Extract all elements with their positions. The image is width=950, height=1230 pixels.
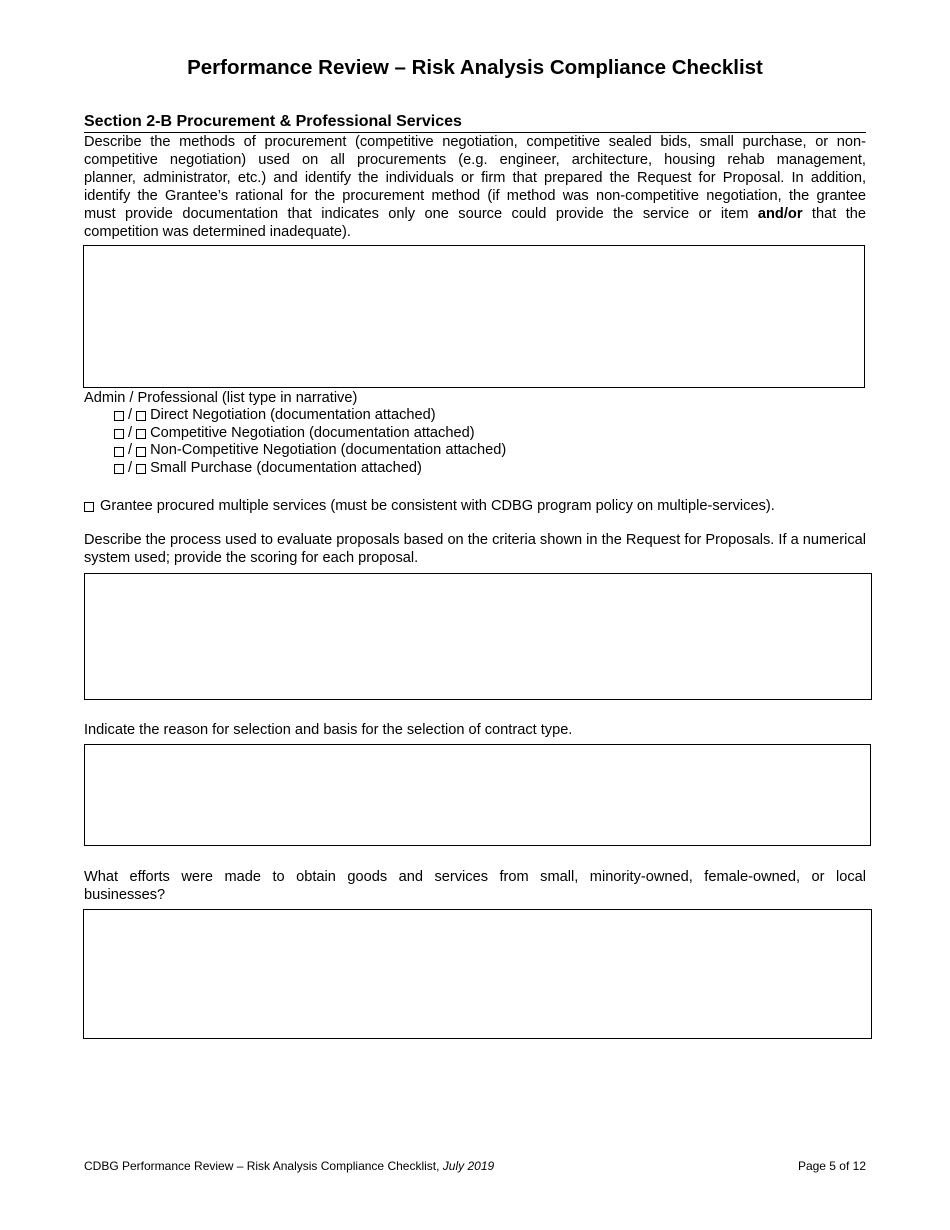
efforts-line: businesses? bbox=[84, 887, 166, 903]
separator: / bbox=[128, 442, 133, 459]
option-label: Competitive Negotiation (documentation attached) bbox=[150, 424, 475, 441]
procurement-methods-instructions bbox=[84, 133, 866, 241]
evaluation-prompt: Describe the process used to evaluate proposals based on the criteria shown in the Request for Proposals. If a numerical system used; provide the scoring for each proposal. bbox=[84, 532, 867, 566]
multiple-services-option bbox=[84, 497, 775, 515]
admin-checkbox[interactable] bbox=[114, 429, 124, 439]
option-competitive-negotiation bbox=[114, 425, 506, 443]
admin-checkbox[interactable] bbox=[114, 411, 124, 421]
multiple-services-checkbox[interactable] bbox=[84, 502, 94, 512]
option-direct-negotiation bbox=[114, 407, 506, 425]
procurement-options-list bbox=[114, 407, 506, 478]
selection-prompt: Indicate the reason for selection and basis for the selection of contract type. bbox=[84, 722, 573, 738]
professional-checkbox[interactable] bbox=[136, 447, 146, 457]
selection-response-box[interactable] bbox=[84, 744, 871, 846]
footer-document-name: CDBG Performance Review – Risk Analysis Compliance Checklist, July 2019 bbox=[84, 1159, 495, 1173]
page-title: Performance Review – Risk Analysis Compliance Checklist bbox=[187, 56, 763, 79]
professional-checkbox[interactable] bbox=[136, 429, 146, 439]
instruction-line: must provide documentation that indicates only one source could provide the service or item and/or that the bbox=[84, 206, 866, 222]
footer-date: July 2019 bbox=[442, 1159, 495, 1173]
evaluation-response-box[interactable] bbox=[84, 573, 872, 700]
efforts-response-box[interactable] bbox=[83, 909, 872, 1039]
option-label: Non-Competitive Negotiation (documentation attached) bbox=[150, 442, 507, 459]
and-or-emphasis: and/or bbox=[757, 206, 803, 222]
admin-professional-label: Admin / Professional (list type in narrative) bbox=[84, 390, 358, 406]
procurement-methods-response-box[interactable] bbox=[83, 245, 865, 388]
separator: / bbox=[128, 460, 133, 477]
efforts-line: What efforts were made to obtain goods and services from small, minority-owned, female-owned, or local bbox=[84, 869, 866, 885]
instruction-line: Describe the methods of procurement (competitive negotiation, competitive sealed bids, small purchase, or non- bbox=[84, 134, 866, 150]
instruction-line: planner, administrator, etc.) and identify the individuals or firm that prepared the Request for Proposal. In addition, bbox=[84, 170, 866, 186]
instruction-line: competition was determined inadequate). bbox=[84, 224, 351, 240]
page-number: Page 5 of 12 bbox=[797, 1159, 866, 1173]
separator: / bbox=[128, 424, 133, 441]
instruction-line: identify the Grantee’s rational for the procurement method (if method was non-competitive negotiation, the grantee bbox=[84, 188, 866, 204]
option-label: Direct Negotiation (documentation attached) bbox=[150, 407, 436, 423]
section-heading: Section 2-B Procurement & Professional Services bbox=[84, 112, 866, 133]
instruction-line: competitive negotiation) used on all procurements (e.g. engineer, architecture, housing rehab management, bbox=[84, 152, 866, 168]
option-label: Small Purchase (documentation attached) bbox=[150, 460, 422, 477]
professional-checkbox[interactable] bbox=[136, 411, 146, 421]
separator: / bbox=[128, 407, 133, 423]
option-small-purchase bbox=[114, 460, 506, 478]
efforts-prompt bbox=[84, 868, 866, 904]
option-non-competitive-negotiation bbox=[114, 442, 506, 460]
multiple-services-label: Grantee procured multiple services (must be consistent with CDBG program policy on multiple-services). bbox=[100, 498, 775, 514]
admin-checkbox[interactable] bbox=[114, 447, 124, 457]
admin-checkbox[interactable] bbox=[114, 464, 124, 474]
professional-checkbox[interactable] bbox=[136, 464, 146, 474]
